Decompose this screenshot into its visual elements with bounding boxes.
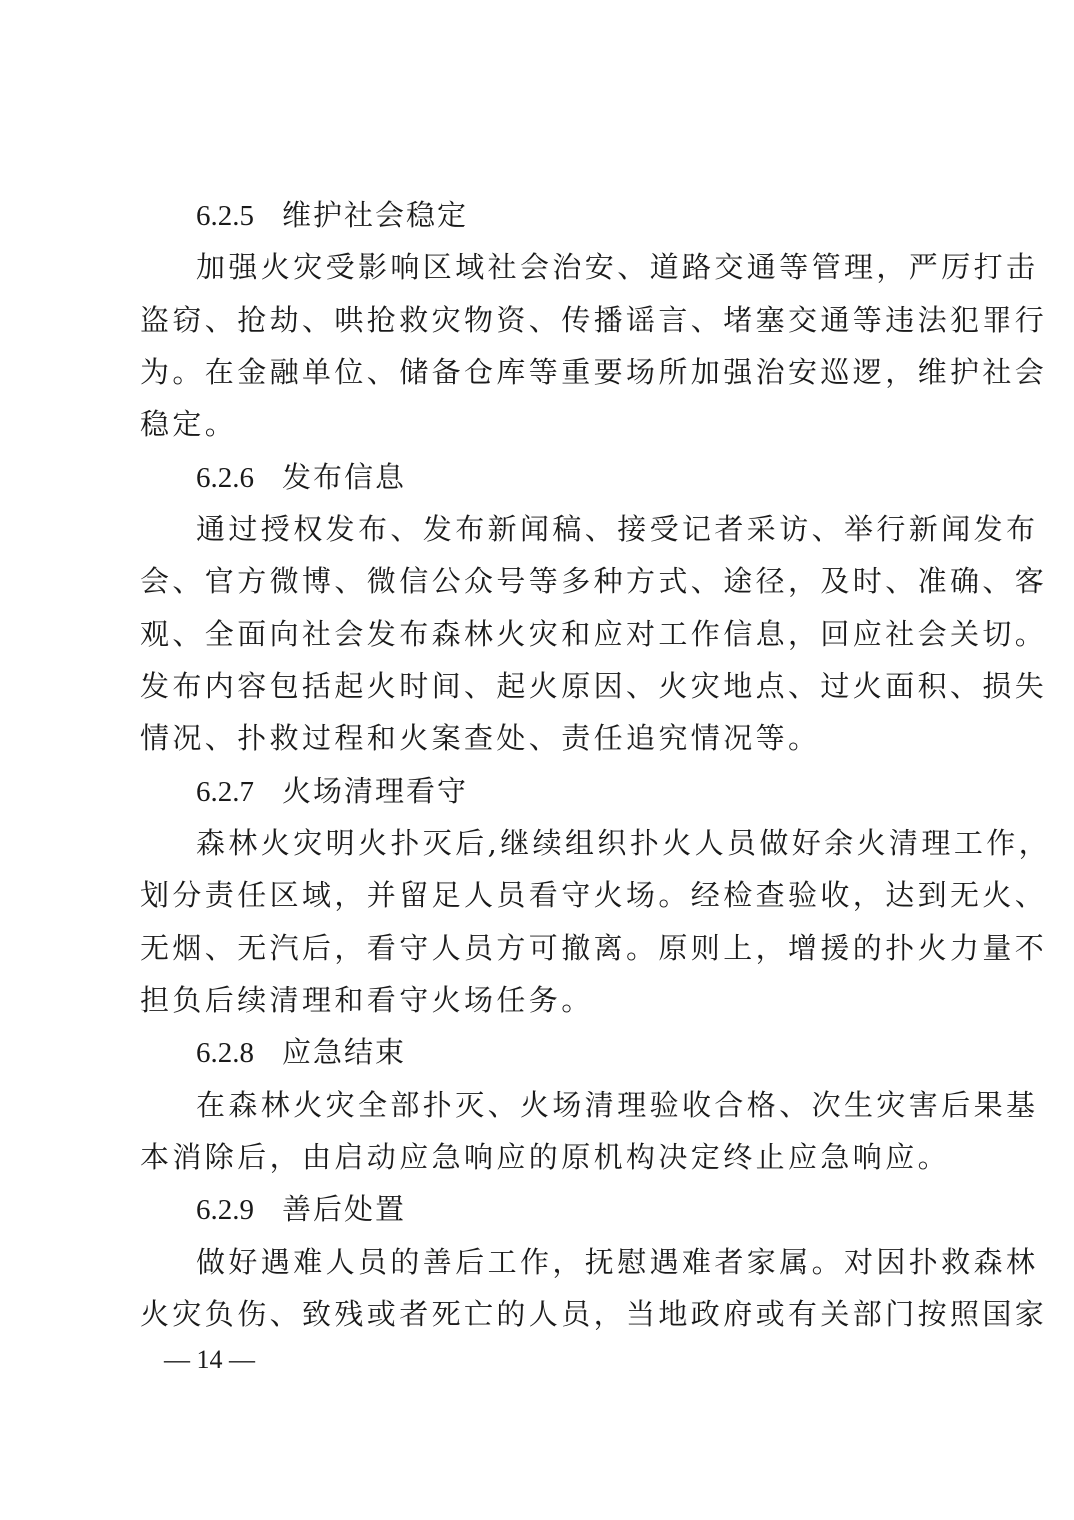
paragraph-line: 无烟、无汽后，看守人员方可撤离。原则上，增援的扑火力量不 [140, 931, 1048, 965]
paragraph-line: 做好遇难人员的善后工作，抚慰遇难者家属。对因扑救森林 [196, 1245, 1039, 1279]
page-number: — 14 — [164, 1345, 255, 1374]
section-number: 6.2.6 [196, 462, 254, 494]
paragraph-line: 森林火灾明火扑灭后,继续组织扑火人员做好余火清理工作， [196, 826, 1052, 860]
paragraph-line: 会、官方微博、微信公众号等多种方式、途径，及时、准确、客 [140, 564, 1048, 598]
section-heading-6-2-6 [196, 451, 796, 503]
section-heading-6-2-7 [196, 765, 796, 817]
paragraph-line: 观、全面向社会发布森林火灾和应对工作信息，回应社会关切。 [140, 617, 1048, 651]
paragraph-line: 情况、扑救过程和火案查处、责任追究情况等。 [140, 721, 821, 755]
section-title: 维护社会稳定 [282, 198, 469, 232]
paragraph-line: 加强火灾受影响区域社会治安、道路交通等管理，严厉打击 [196, 250, 1039, 284]
paragraph-line: 盗窃、抢劫、哄抢救灾物资、传播谣言、堵塞交通等违法犯罪行 [140, 303, 1048, 337]
section-title: 应急结束 [282, 1035, 407, 1069]
section-heading-6-2-5 [196, 189, 796, 241]
section-number: 6.2.9 [196, 1194, 254, 1226]
section-heading-6-2-9 [196, 1183, 796, 1235]
section-number: 6.2.5 [196, 200, 254, 232]
section-title: 火场清理看守 [282, 774, 469, 808]
section-number: 6.2.8 [196, 1037, 254, 1069]
paragraph-line: 发布内容包括起火时间、起火原因、火灾地点、过火面积、损失 [140, 669, 1048, 703]
paragraph-line: 稳定。 [140, 407, 238, 441]
paragraph-line: 本消除后，由启动应急响应的原机构决定终止应急响应。 [140, 1140, 951, 1174]
paragraph-line: 在森林火灾全部扑灭、火场清理验收合格、次生灾害后果基 [196, 1088, 1039, 1122]
paragraph-line: 为。在金融单位、储备仓库等重要场所加强治安巡逻，维护社会 [140, 355, 1048, 389]
paragraph-line: 火灾负伤、致残或者死亡的人员，当地政府或有关部门按照国家 [140, 1297, 1048, 1331]
paragraph-line: 通过授权发布、发布新闻稿、接受记者采访、举行新闻发布 [196, 512, 1039, 546]
section-heading-6-2-8 [196, 1026, 796, 1078]
paragraph-line: 划分责任区域，并留足人员看守火场。经检查验收，达到无火、 [140, 878, 1048, 912]
section-number: 6.2.7 [196, 776, 254, 808]
section-title: 善后处置 [282, 1192, 407, 1226]
paragraph-line: 担负后续清理和看守火场任务。 [140, 983, 594, 1017]
section-title: 发布信息 [282, 460, 407, 494]
